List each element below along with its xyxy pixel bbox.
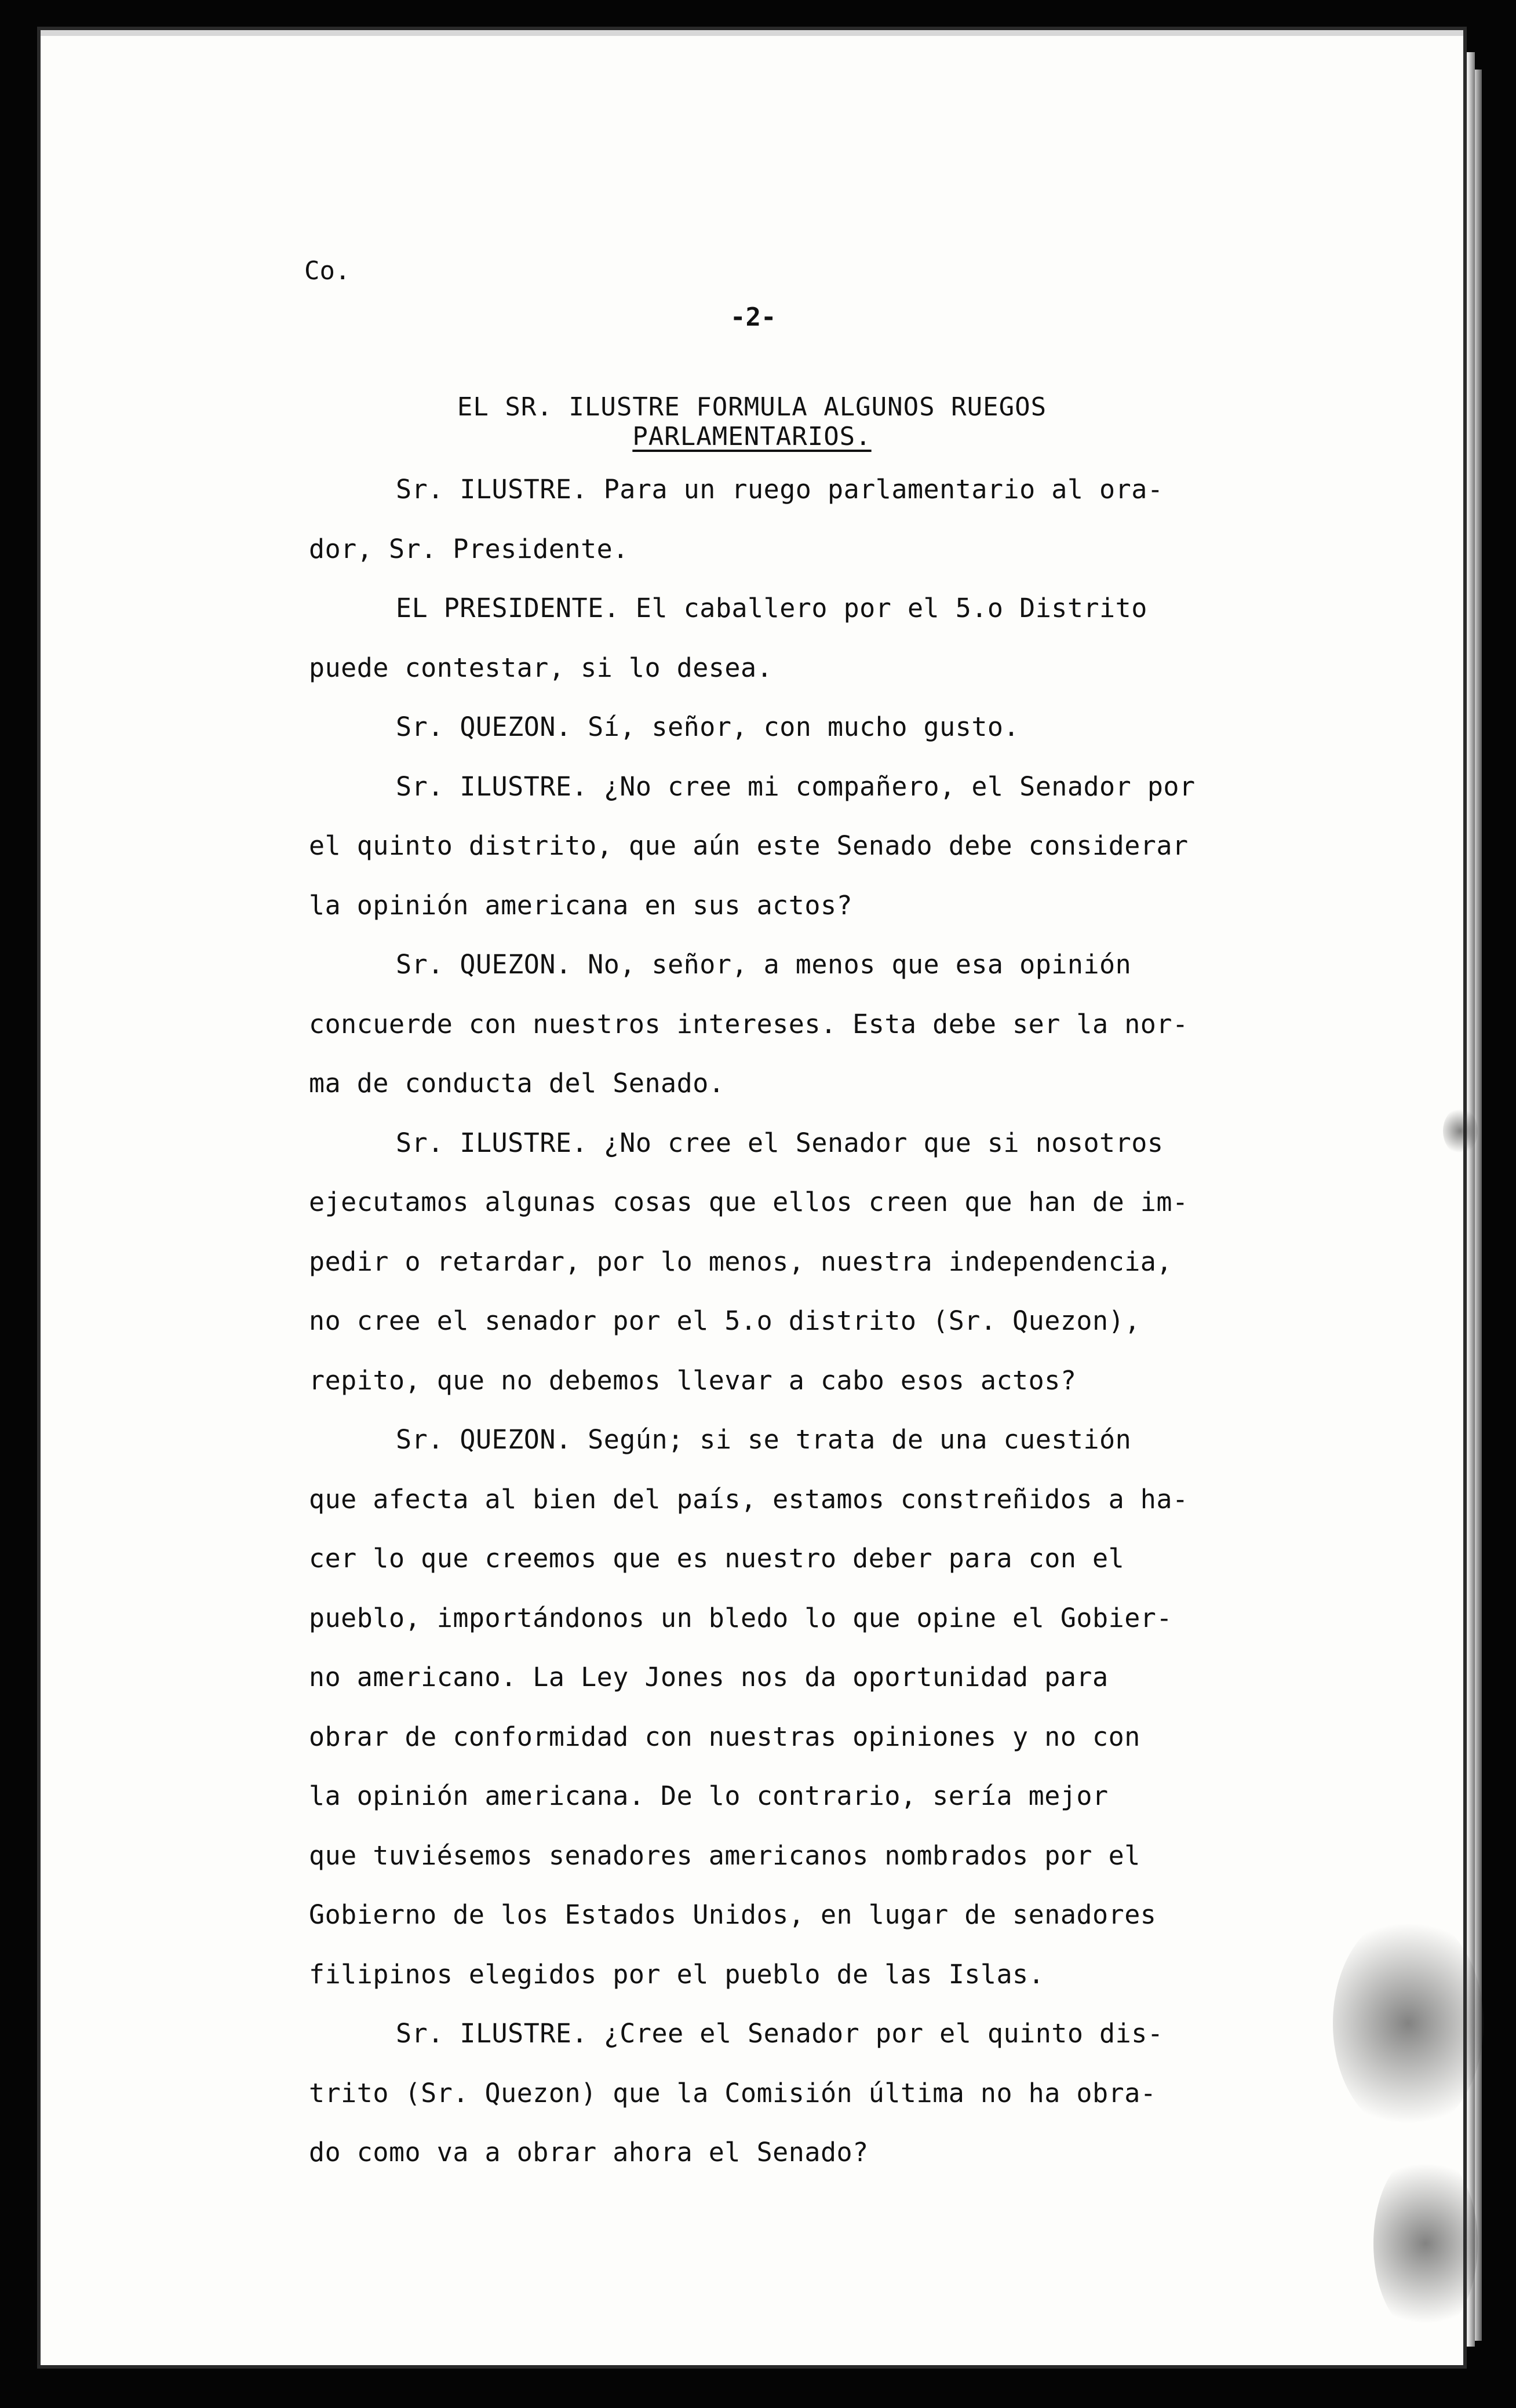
transcript-line: EL PRESIDENTE. El caballero por el 5.o Distrito: [396, 593, 1147, 623]
transcript-line: que tuviésemos senadores americanos nombrados por el: [309, 1840, 1140, 1871]
section-heading-continued: PARLAMENTARIOS.: [632, 422, 872, 451]
transcript-line: Sr. ILUSTRE. ¿No cree mi compañero, el Senador por: [396, 771, 1196, 802]
transcript-line: Sr. QUEZON. Sí, señor, con mucho gusto.: [396, 712, 1020, 742]
transcript-line: concuerde con nuestros intereses. Esta debe ser la nor-: [309, 1009, 1189, 1039]
transcript-line: la opinión americana. De lo contrario, sería mejor: [309, 1781, 1109, 1811]
transcript-line: filipinos elegidos por el pueblo de las Islas.: [309, 1959, 1045, 1990]
document-tag: Co.: [304, 256, 351, 286]
transcript-line: cer lo que creemos que es nuestro deber para con el: [309, 1543, 1125, 1574]
transcript-line: que afecta al bien del país, estamos constreñidos a ha-: [309, 1484, 1189, 1515]
transcript-line: el quinto distrito, que aún este Senado debe considerar: [309, 830, 1189, 861]
transcript-line: ma de conducta del Senado.: [309, 1068, 725, 1099]
transcript-line: no americano. La Ley Jones nos da oportunidad para: [309, 1662, 1109, 1692]
section-heading: EL SR. ILUSTRE FORMULA ALGUNOS RUEGOS: [457, 392, 1047, 422]
transcript-line: do como va a obrar ahora el Senado?: [309, 2137, 869, 2168]
transcript-line: Gobierno de los Estados Unidos, en lugar de senadores: [309, 1899, 1157, 1930]
transcript-line: Sr. ILUSTRE. ¿No cree el Senador que si nosotros: [396, 1128, 1164, 1158]
transcript-line: repito, que no debemos llevar a cabo esos actos?: [309, 1365, 1077, 1396]
transcript-line: la opinión americana en sus actos?: [309, 890, 853, 921]
transcript-line: obrar de conformidad con nuestras opiniones y no con: [309, 1721, 1140, 1752]
transcript-line: pueblo, importándonos un bledo lo que opine el Gobier-: [309, 1603, 1172, 1633]
transcript-line: puede contestar, si lo desea.: [309, 652, 773, 683]
page-text: [41, 36, 1463, 2365]
transcript-line: dor, Sr. Presidente.: [309, 534, 629, 564]
transcript-line: Sr. ILUSTRE. ¿Cree el Senador por el quinto dis-: [396, 2018, 1164, 2049]
transcript-line: trito (Sr. Quezon) que la Comisión última no ha obra-: [309, 2078, 1157, 2108]
transcript-line: no cree el senador por el 5.o distrito (Sr. Quezon),: [309, 1305, 1140, 1336]
transcript-line: Sr. QUEZON. Según; si se trata de una cuestión: [396, 1424, 1132, 1455]
transcript-line: pedir o retardar, por lo menos, nuestra independencia,: [309, 1246, 1172, 1277]
transcript-line: ejecutamos algunas cosas que ellos creen que han de im-: [309, 1187, 1189, 1217]
transcript-line: Sr. ILUSTRE. Para un ruego parlamentario al ora-: [396, 474, 1164, 505]
page-number: -2-: [730, 302, 777, 332]
document-page: [41, 30, 1463, 2365]
transcript-line: Sr. QUEZON. No, señor, a menos que esa opinión: [396, 949, 1132, 980]
